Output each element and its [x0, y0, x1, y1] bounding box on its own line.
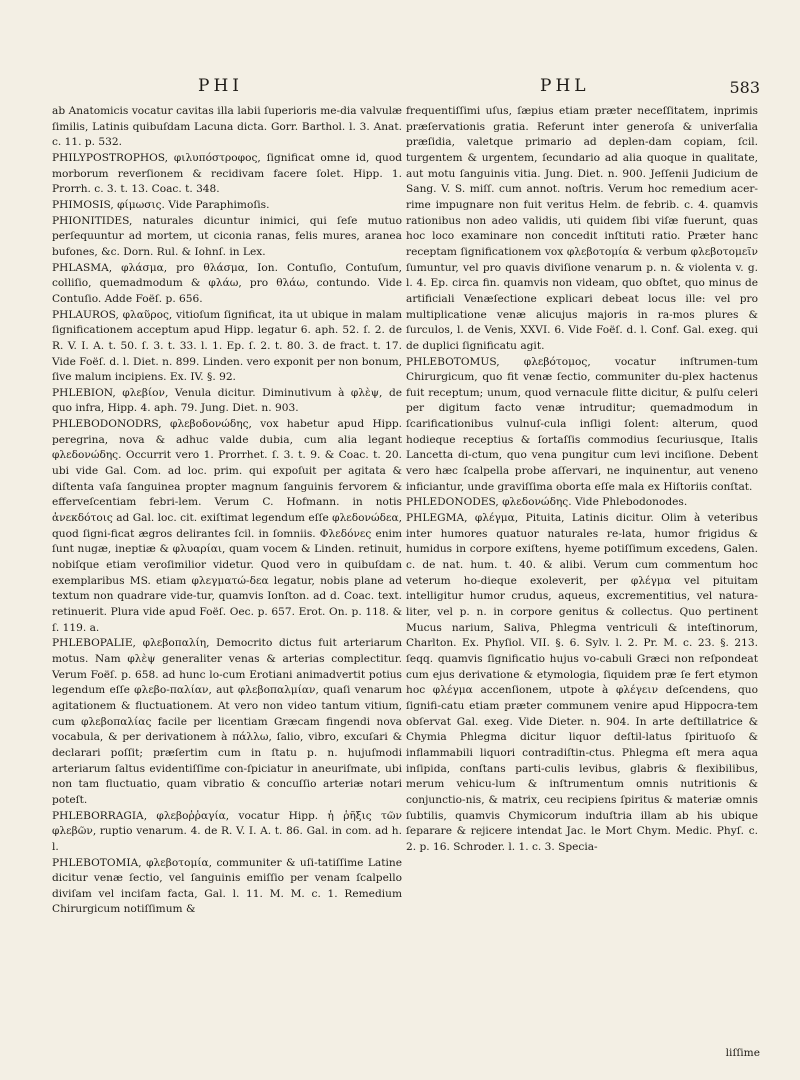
dictionary-entry: PHLASMA, φλάσμα, pro θλάσμα, Ion. Contuſio, Contuſum, colliſio, quemadmodum & φλάω, pro θλάω, contundo. Vide Contuſio. Adde Foëſ. p. 656. — [52, 261, 402, 305]
running-header — [0, 76, 800, 102]
running-head-left: PHI — [198, 76, 243, 96]
dictionary-entry: PHIMOSIS, φίμωσις. Vide Paraphimoſis. — [52, 198, 270, 211]
dictionary-entry: PHLEBION, φλεβίον, Venula dicitur. Diminutivum à φλὲψ, de quo infra, Hipp. 4. aph. 79. Jung. Diet. n. 903. — [52, 386, 402, 415]
page-number: 583 — [729, 78, 760, 97]
dictionary-entry: PHILYPOSTROPHOS, φιλυπόστροφος, ſignificat omne id, quod morborum reverſionem & recidivam facere ſolet. Hipp. 1. Prorrh. c. 3. t. 13. Coac. t. 348. — [52, 151, 402, 196]
dictionary-entry: PHIONITIDES, naturales dicuntur inimici, qui ſeſe mutuo perſequuntur ad mortem, ut ciconia ranas, felis mures, aranea bufones, &c. Dorn. Rul. & Iohnſ. in Lex. — [52, 214, 402, 258]
dictionary-entry: PHLAUROS, φλαῦρος, vitioſum ſignificat, ita ut ubique in malam ſignificationem acceptum apud Hipp. legatur 6. aph. 52. ſ. 2. de R. V. I. A. t. 50. ſ. 3. t. 33. l. 1. Ep. ſ. 2. t. 80. 3. de fract. t. 17. Vide Foëſ. d. l. Diet. n. 899. Linden. vero exponit per non bonum, ſive malum incipiens. Ex. IV. §. 92. — [52, 308, 402, 384]
dictionary-entry: PHLEBOTOMUS, φλεβότομος, vocatur inſtrumen-tum Chirurgicum, quo fit venæ ſectio, communiter du-plex hactenus fuit receptum; unum, quod vernacule flitte dicitur, & pulſu celeri per digitum facto venæ intruditur; quemadmodum in ſcarificationibus vulnuſ-cula inſligi ſolent: alterum, quod hodieque receptius & ſortaſſis commodius ſecuriusque, Italis Lancetta di-ctum, quo vena pungitur cum levi inciſione. Debent vero hæc ſcalpella probe aſſervari, ne inquinentur, aut veneno inficiantur, unde graviſſima oborta eſſe mala ex Hiſtoriis conſtat. — [406, 355, 758, 493]
left-column — [52, 104, 402, 918]
paragraph: frequentiſſimi uſus, ſæpius etiam præter neceſſitatem, inprimis præſervationis gratia. Referunt inter generoſa & univerſalia præſidia, valetque primario ad deplen-dam copiam, ſcil. turgentem & urgentem, ſecundario ad alia quoque in qualitate, aut motu ſanguinis vitia. Jung. Diet. n. 900. Jeſſenii Judicium de Sang. V. S. miſſ. cum annot. noſtris. Verum hoc remedium acer-rime impugnare non fuit veritus Helm. de febrib. c. 4. quamvis rationibus non adeo validis, uti quidem ſibi viſæ fuerunt, quas hoc loco examinare non concedit inſtituti ratio. Præter hanc receptam ſignificationem vox φλεβοτομία & verbum φλεβοτομεῖν ſumuntur, vel pro quavis diviſione venarum p. n. & violenta v. g. l. 4. Ep. circa fin. quamvis non videam, quo obſtet, quo minus de artificiali Venæſectione explicari debeat locus ille: vel pro multiplicatione venæ alicujus majoris in ra-mos plures & ſurculos, l. de Venis, XXVI. 6. Vide Foëſ. d. l. Conf. Gal. exeg. qui de duplici ſignificatu agit. — [406, 105, 758, 352]
running-head-right: PHL — [540, 76, 590, 96]
dictionary-entry: PHLEDONODES, φλεδονώδης. Vide Phlebodonodes. — [406, 496, 688, 509]
dictionary-entry: PHLEBOTOMIA, φλεβοτομία, communiter & uſi-tatiſſime Latine dicitur venæ ſectio, vel ſanguinis emiſſio per venam ſcalpello diviſam vel inciſam facta, Gal. l. 11. M. M. c. 1. Remedium Chirurgicum notiſſimum & — [52, 856, 402, 916]
paragraph: ab Anatomicis vocatur cavitas illa labii ſuperioris me-dia valvulæ ſimilis, Latinis quibuſdam Lacuna dicta. Gorr. Barthol. l. 3. Anat. c. 11. p. 532. — [52, 105, 402, 149]
dictionary-entry: PHLEBORRAGIA, φλεβοῤῥαγία, vocatur Hipp. ἡ ῥῆξις τῶν φλεβῶν, ruptio venarum. 4. de R. V. I. A. t. 86. Gal. in com. ad h. l. — [52, 809, 402, 853]
dictionary-entry: PHLEGMA, φλέγμα, Pituita, Latinis dicitur. Olim à veteribus inter humores quatuor naturales re-lata, humor frigidus & humidus in corpore exiſtens, hyeme potiſſimum excedens, Galen. c. de nat. hum. t. 40. & alibi. Verum cum commentum hoc veterum ho-dieque exoleverit, per φλέγμα vel pituitam intelligitur humor crudus, aqueus, excrementitius, vel natura-liter, vel p. n. in corpore genitus & collectus. Quo pertinent Mucus narium, Saliva, Phlegma ventriculi & inteſtinorum, Charlton. Ex. Phyſiol. VII. §. 6. Sylv. l. 2. Pr. M. c. 23. §. 213. ſeqq. quamvis ſignificatio hujus vo-cabuli Græci non reſpondeat cum ejus derivatione & etymologia, ſiquidem præ ſe fert etymon hoc φλέγμα accenſionem, utpote à φλέγειν deſcendens, quo ſignifi-catu etiam præter communem venire apud Hippocra-tem obſervat Gal. exeg. Vide Dieter. n. 904. In arte deſtillatrice & Chymia Phlegma dicitur liquor deſtil-latus ſpirituoſo & inflammabili liquori contradiſtin-ctus. Phlegma eſt mera aqua inſipida, conſtans parti-culis levibus, glabris & flexibilibus, merum vehicu-lum & inſtrumentum omnis nutritionis & conjunctio-nis, & matrix, ceu recipiens ſpiritus & materiæ omnis ſubtilis, quamvis Chymicorum induſtria illam ab his ubique ſeparare & rejicere intendat Jac. le Mort Chym. Medic. Phyſ. c. 2. p. 16. Schroder. l. 1. c. 3. Specia- — [406, 512, 758, 853]
right-column — [406, 104, 758, 856]
catchword: liſſime — [725, 1047, 760, 1059]
dictionary-entry: PHLEBODONODRS, φλεβοδονώδης, vox habetur apud Hipp. peregrina, nova & adhuc valde dubia, cum alia legant φλεδονώδης. Occurrit vero 1. Prorrhet. ſ. 3. t. 9. & Coac. t. 20. ubi vide Gal. Com. ad loc. prim. qui expoſuit per agitata & diſtenta vaſa ſanguinea propter magnum ſanguinis fervorem & efferveſcentiam febri-lem. Verum C. Hofmann. in notis ἀνεκδότοις ad Gal. loc. cit. exiſtimat legendum eſſe φλεδονώδεα, quod ſigni-ficat ægros delirantes ſcil. in ſomniis. Φλεδόνες enim ſunt nugæ, ineptiæ & φλυαρίαι, quam vocem & Linden. retinuit, nobiſque etiam veroſimilior videtur. Quod vero in quibuſdam exemplaribus MS. etiam φλεγματώ-δεα legatur, nobis plane ad textum non quadrare vide-tur, quamvis Ionſton. ad d. Coac. text. retinuerit. Plura vide apud Foëſ. Oec. p. 657. Erot. On. p. 118. & ſ. 119. a. — [52, 418, 402, 634]
dictionary-entry: PHLEBOPALIE, φλεβοπαλίη, Democrito dictus fuit arteriarum motus. Nam φλὲψ generaliter venas & arterias complectitur. Verum Foëſ. p. 658. ad hunc lo-cum Erotiani animadvertit potius legendum eſſe φλεβο-παλίαν, aut φλεβοπαλμίαν, quaſi venarum agitationem & fluctuationem. At vero non video tantum vitium, cum φλεβοπαλίας facile per licentiam Græcam fingendi nova vocabula, & per derivationem à πάλλω, ſalio, vibro, excuſari & declarari poſſit; præſertim cum in ſtatu p. n. hujuſmodi arteriarum ſaltus evidentiſſime con-ſpiciatur in aneuriſmate, ubi non tam fluctuatio, quam vibratio & concuſſio arteriæ notari poteſt. — [52, 637, 402, 806]
